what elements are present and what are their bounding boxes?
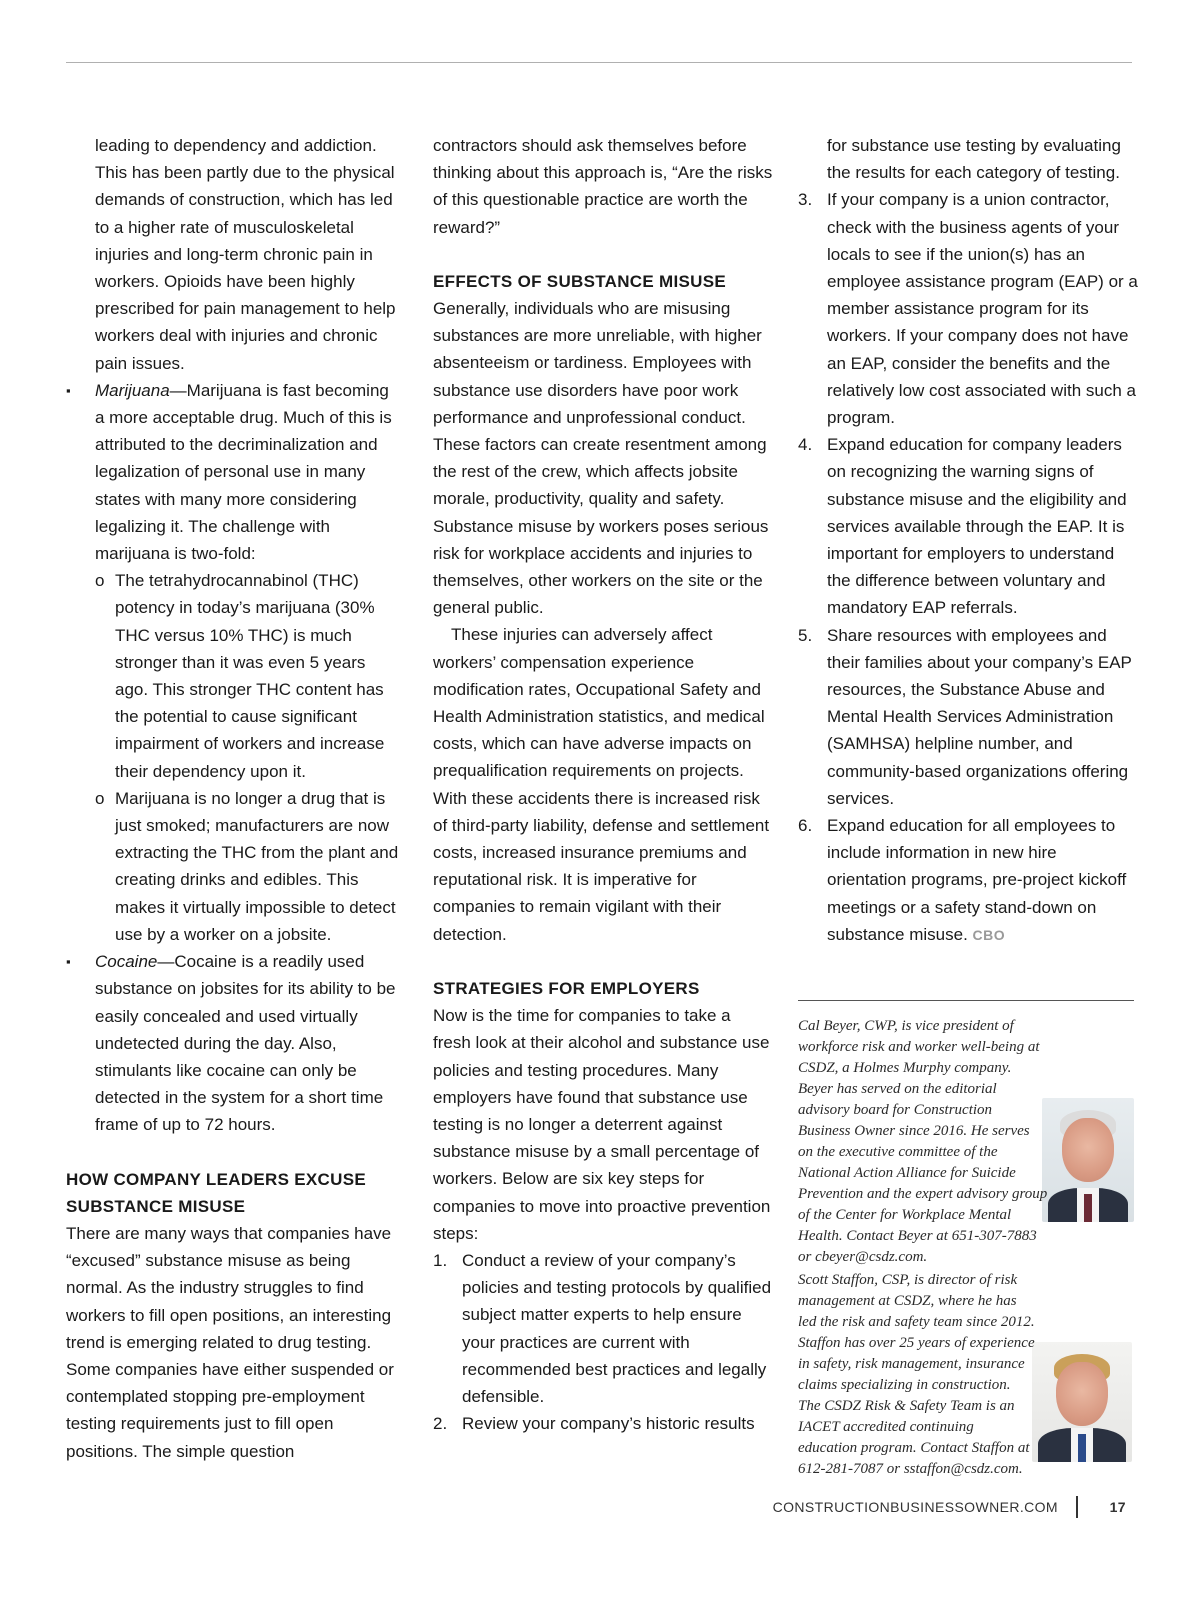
bio-divider: [798, 1000, 1134, 1001]
page-number: 17: [1109, 1499, 1126, 1515]
end-mark-logo: CBO: [972, 926, 1006, 943]
marijuana-sub-item: [95, 785, 402, 948]
step-text: If your company is a union contractor, check with the business agents of your locals to see if the union(s) has an employee assistance program (EAP) or a member assistance program for its workers. If your company does not have an EAP, consider the benefits and the relatively low cost associated with such a program.: [827, 190, 1138, 428]
sub-bullet: o: [95, 571, 105, 591]
step-number: 5.: [798, 625, 813, 645]
step-item: [798, 622, 1138, 812]
marijuana-item: [66, 377, 402, 948]
marijuana-term: Marijuana: [95, 380, 170, 400]
step-number: 4.: [798, 435, 813, 455]
cocaine-item: [66, 948, 402, 1138]
step-text: Expand education for company leaders on recognizing the warning signs of substance misuse and the eligibility and services available through the EAP. It is important for employers to understand the difference between voluntary and mandatory EAP referrals.: [827, 435, 1127, 618]
column-2: [433, 132, 773, 1437]
marijuana-sublist: [95, 567, 402, 948]
column-3: [798, 132, 1138, 949]
step-number: 2.: [433, 1414, 448, 1434]
step-text: Share resources with employees and their families about your company’s EAP resources, the Substance Abuse and Mental Health Services Administration (SAMHSA) helpline number, and community-based organizations offering services.: [827, 625, 1132, 808]
step-item: [798, 812, 1138, 949]
step-item: [433, 1410, 773, 1437]
marijuana-sub-item: [95, 567, 402, 785]
sub-item-text: The tetrahydrocannabinol (THC) potency in today’s marijuana (30% THC versus 10% THC) is much stronger than it was even 5 years ago. This stronger THC content has the potential to cause significant impairment of workers and increase their dependency upon it.: [115, 571, 385, 781]
step-text: Expand education for all employees to include information in new hire orientation programs, pre-project kickoff meetings or a safety stand-down on substance misuse.: [827, 816, 1127, 944]
footer-site: CONSTRUCTIONBUSINESSOWNER.COM: [772, 1499, 1058, 1515]
drug-list: [66, 377, 402, 1139]
step-item: [433, 1247, 773, 1410]
cocaine-term: Cocaine: [95, 952, 158, 972]
section-heading-strategies: STRATEGIES FOR EMPLOYERS: [433, 978, 700, 998]
step-number: 1.: [433, 1250, 448, 1270]
footer-divider: [1076, 1496, 1078, 1518]
steps-list: [433, 1247, 773, 1437]
effects-para-1: Generally, individuals who are misusing substances are more unreliable, with higher absenteeism or tardiness. Employees with substance use disorders have poor work performance and unprofessional conduct. These factors can create resentment among the rest of the crew, which affects jobsite morale, productivity, quality and safety. Substance misuse by workers poses serious risk for workplace accidents and injuries to themselves, other workers on the site or the general public.: [433, 299, 769, 618]
step-text: Conduct a review of your company’s policies and testing protocols by qualified subject matter experts to help ensure your practices are current with recommended best practices and legally defensible.: [462, 1250, 772, 1406]
sub-item-text: Marijuana is no longer a drug that is just smoked; manufacturers are now extracting the THC from the plant and creating drinks and edibles. This makes it virtually impossible to detect use by a worker on a jobsite.: [115, 788, 399, 944]
col2-intro: contractors should ask themselves before thinking about this approach is, “Are the risks of this questionable practice are worth the reward?”: [433, 136, 773, 237]
page-footer: [680, 1492, 1136, 1522]
cocaine-text: —Cocaine is a readily used substance on jobsites for its ability to be easily concealed and used virtually undetected during the day. Also, stimulants like cocaine can only be detected in the system for a short time frame of up to 72 hours.: [95, 952, 396, 1135]
author-photo-staffon: [1032, 1342, 1132, 1462]
step-item: [798, 186, 1138, 431]
marijuana-text: —Marijuana is fast becoming a more acceptable drug. Much of this is attributed to the decriminalization and legalization of personal use in many states with many more considering legalizing it. The challenge with marijuana is two-fold:: [95, 380, 392, 564]
column-1: [66, 132, 402, 1465]
author-bio-staffon: Scott Staffon, CSP, is director of risk management at CSDZ, where he has led the risk and safety team since 2012. Staffon has over 25 years of experience in safety, risk management, insurance claims specializing in construction. The CSDZ Risk & Safety Team is an IACET accredited continuing education program. Contact Staffon at 612-281-7087 or sstaffon@csdz.com.: [798, 1272, 1035, 1477]
step-2-continued: for substance use testing by evaluating the results for each category of testing.: [827, 136, 1121, 183]
col1-body: There are many ways that companies have “excused” substance misuse as being normal. As the industry struggles to find workers to fill open positions, an interesting trend is emerging related to drug testing. Some companies have either suspended or contemplated stopping pre-employment testing requirements just to fill open positions. The simple question: [66, 1223, 394, 1461]
author-bio-beyer: Cal Beyer, CWP, is vice president of workforce risk and worker well-being at CSDZ, a Holmes Murphy company. Beyer has served on the editorial advisory board for Construction Business Owner since 2016. He serves on the executive committee of the National Action Alliance for Suicide Prevention and the expert advisory group of the Center for Workplace Mental Health. Contact Beyer at 651-307-7883 or cbeyer@csdz.com.: [798, 1018, 1048, 1265]
top-rule: [66, 62, 1132, 63]
effects-para-2: These injuries can adversely affect workers’ compensation experience modification rates, Occupational Safety and Health Administration statistics, and medical costs, which can have adverse impacts on prequalification requirements on projects. With these accidents there is increased risk of third-party liability, defense and settlement costs, increased insurance premiums and reputational risk. It is imperative for companies to remain vigilant with their detection.: [433, 625, 770, 944]
sub-bullet: o: [95, 788, 105, 808]
section-heading-excuse: HOW COMPANY LEADERS EXCUSE SUBSTANCE MISUSE: [66, 1169, 366, 1216]
strategies-para: Now is the time for companies to take a fresh look at their alcohol and substance use policies and testing procedures. Many employers have found that substance use testing is no longer a deterrent against substance misuse by a small percentage of workers. Below are six key steps for companies to move into proactive prevention steps:: [433, 1006, 771, 1243]
step-item: [798, 431, 1138, 621]
col1-intro: leading to dependency and addiction. This has been partly due to the physical demands of construction, which has led to a higher rate of musculoskeletal injuries and long-term chronic pain in workers. Opioids have been highly prescribed for pain management to help workers deal with injuries and chronic pain issues.: [95, 136, 396, 373]
steps-list-continued: [798, 186, 1138, 949]
section-heading-effects: EFFECTS OF SUBSTANCE MISUSE: [433, 271, 727, 291]
step-number: 3.: [798, 190, 813, 210]
author-photo-beyer: [1042, 1098, 1134, 1222]
step-text: Review your company’s historic results: [462, 1414, 755, 1434]
step-number: 6.: [798, 816, 813, 836]
